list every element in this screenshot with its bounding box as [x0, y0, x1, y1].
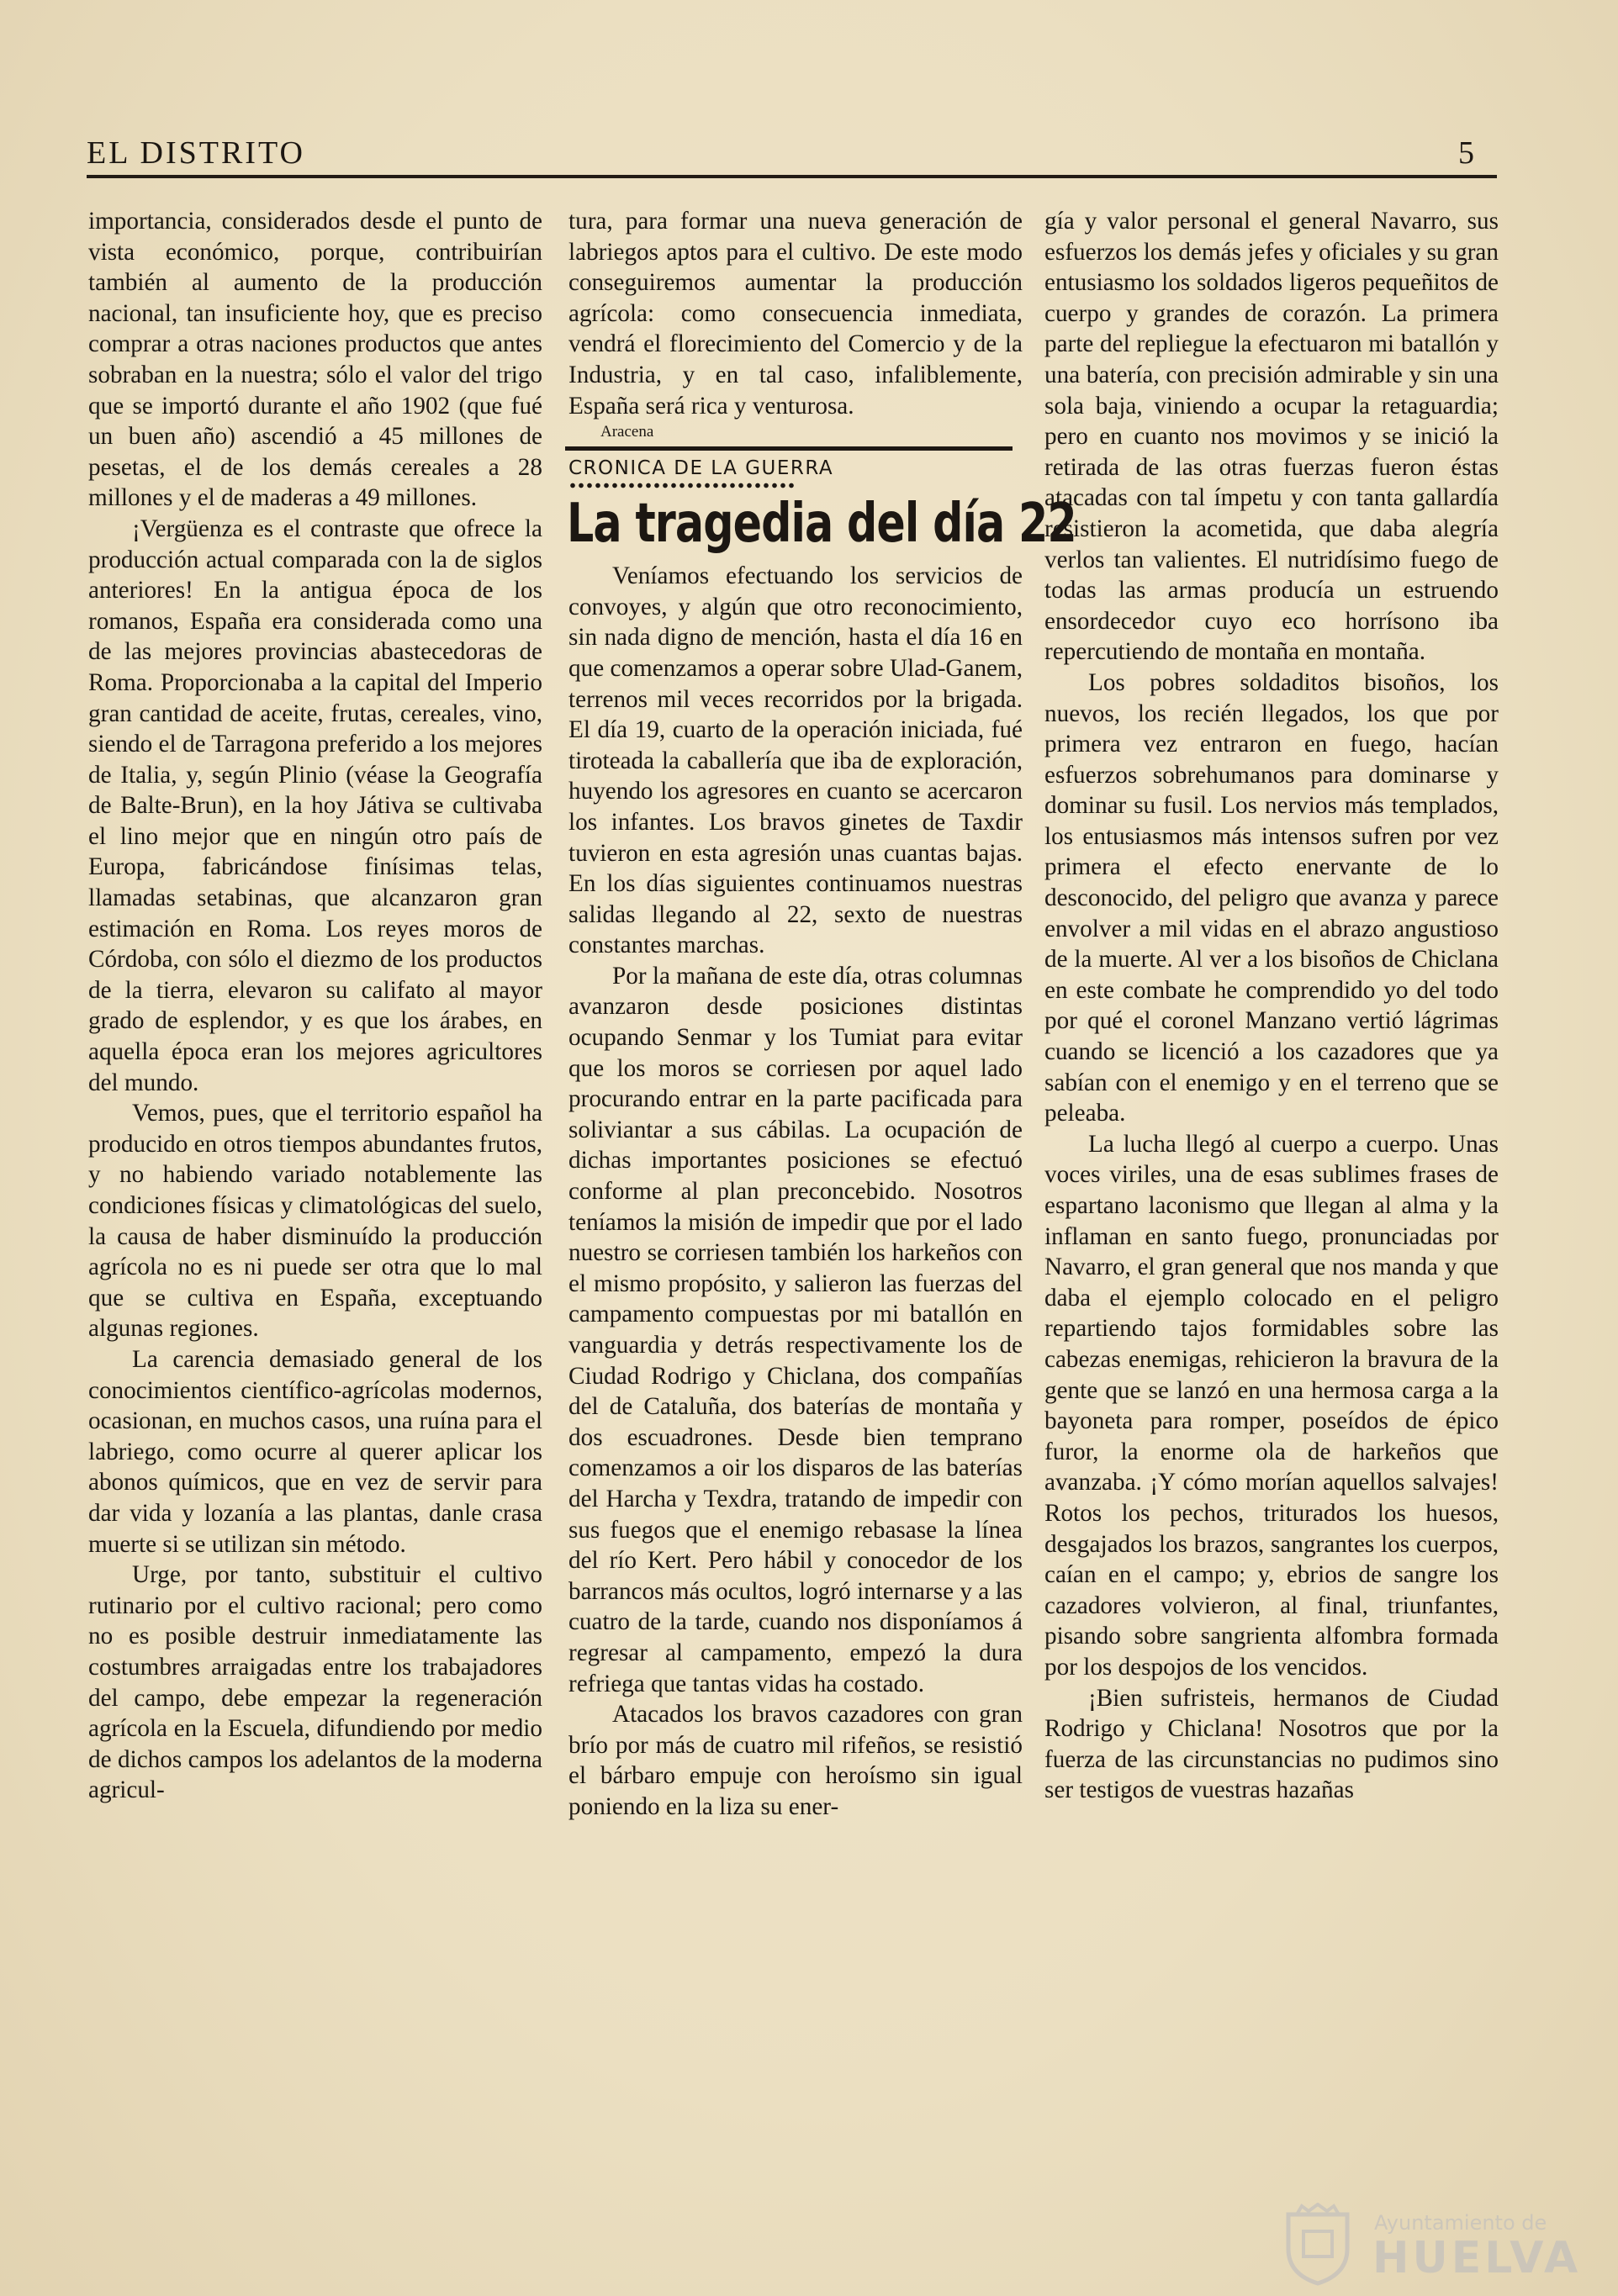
col1-paragraph-1: importancia, considerados desde el punto de vista económico, porque, contribuirían también al aumento de la producción nacional, tan insuficiente hoy, que es preciso comprar a otras naciones productos que antes sobraban en la nuestra; sólo el valor del trigo que se importó durante el año 1902 (que fué un buen año) ascendió a 45 millones de pesetas, el de los demás cereales a 28 millones y el de maderas a 49 millones.	[88, 208, 542, 512]
col3-paragraph-3: La lucha llegó al cuerpo a cuerpo. Unas voces viriles, una de esas sublimes frases de espartano laconismo que llegan al alma y la inflaman en santo fuego, pronunciadas por Navarro, el gran general que nos manda y que daba el ejemplo colocado en el peligro repartiendo tajos formidables sobre las cabezas enemigas, rehicieron la bravura de la gente que se lanzó en una hermosa carga a la bayoneta para romper, poseídos de épico furor, la enorme ola de harkeños que avanzaba. ¡Y cómo morían aquellos salvajes! Rotos los pechos, triturados los huesos, desgajados los brazos, sangrantes los cuerpos, caían en el campo; y, ebrios de sangre los cazadores volvieron, al final, triunfantes, pisando sobre sangrienta alfombra formada por los despojos de los vencidos.	[1044, 1130, 1499, 1681]
article-signature: Aracena	[600, 423, 654, 441]
col2-paragraph-3: Por la mañana de este día, otras columnas avanzaron desde posiciones distintas ocupando Senmar y los Tumiat para evitar que los moros se corriesen por aquel lado procurando entrar en la parte pacificada para soliviantar a sus cábilas. La ocupación de dichas importantes posiciones se efectuó conforme al plan preconcebido. Nosotros teníamos la misión de impedir que por el lado nuestro se corriesen también los harkeños con el mismo propósito, y salieron las fuerzas del campamento compuestas por mi batallón en vanguardia y detrás respectivamente los de Ciudad Rodrigo y Chiclana, dos compañías del de Cataluña, dos baterías de montaña y dos escuadrones. Desde bien temprano comenzamos a oir los disparos de las baterías del Harcha y Texdra, tratando de impedir con sus fuegos que el enemigo rebasase la línea del río Kert. Pero hábil y conocedor de los barrancos más ocultos, logró internarse y a las cuatro de la tarde, cuando nos disponíamos á regresar al campamento, empezó la dura refriega que tantas vidas ha costado.	[568, 962, 1023, 1697]
archive-watermark	[1280, 2203, 1582, 2287]
col1-paragraph-3: Vemos, pues, que el territorio español ha producido en otros tiempos abundantes frutos, y no habiendo variado notablemente las condiciones físicas y climatológicas del suelo, la causa de haber disminuído la producción agrícola no es ni puede ser otra que lo mal que se cultiva en España, exceptuando algunas regiones.	[88, 1100, 542, 1343]
watermark-line-1: Ayuntamiento de	[1374, 2211, 1547, 2235]
dotted-divider	[568, 483, 796, 488]
section-divider	[565, 446, 1013, 451]
column-1	[88, 206, 542, 1806]
masthead: EL DISTRITO	[87, 135, 305, 171]
header-rule	[87, 175, 1497, 178]
page-header	[87, 129, 1474, 175]
column-3	[1044, 206, 1499, 1806]
col2-paragraph-1: tura, para formar una nueva generación de labriegos aptos para el cultivo. De este modo conseguiremos aumentar la producción agrícola: como consecuencia inmediata, vendrá el florecimiento del Comercio y de la Industria, y en tal caso, infaliblemente, España será rica y venturosa.	[568, 208, 1023, 420]
col3-paragraph-2: Los pobres soldaditos bisoños, los nuevos, los recién llegados, los que por primera vez entraron en fuego, hacían esfuerzos sobrehumanos para dominarse y dominar su fusil. Los nervios más templados, los entusiasmos más intensos sufren por vez primera el efecto enervante de lo desconocido, del peligro que avanza y parece envolver a mil vidas en el abrazo angustioso de la muerte. Al ver a los bisoños de Chiclana en este combate he comprendido yo del todo por qué el coronel Manzano vertió lágrimas cuando se licenció a los cazadores que ya sabían con el enemigo y en el terreno que se peleaba.	[1044, 668, 1499, 1127]
col2-paragraph-4: Atacados los bravos cazadores con gran brío por más de cuatro mil rifeños, se resistió el bárbaro empuje con heroísmo sin igual poniendo en la liza su ener-	[568, 1701, 1023, 1820]
col1-paragraph-2: ¡Vergüenza es el contraste que ofrece la producción actual comparada con la de siglos anteriores! En la antigua época de los romanos, España era considerada como una de las mejores provincias abastecedoras de Roma. Proporcionaba a la capital del Imperio gran cantidad de aceite, frutas, cereales, vino, siendo el de Tarragona preferido a los mejores de Italia, y, según Plinio (véase la Geografía de Balte-Brun), en la hoy Játiva se cultivaba el lino mejor que en ningún otro país de Europa, fabricándose finísimas telas, llamadas setabinas, que alcanzaron gran estimación en Roma. Los reyes moros de Córdoba, con sólo el diezmo de los productos de la tierra, elevaron su califato al mayor grado de esplendor, y es que los árabes, en aquella época eran los mejores agricultores del mundo.	[88, 515, 542, 1096]
section-label: CRONICA DE LA GUERRA	[568, 457, 834, 480]
col1-paragraph-4: La carencia demasiado general de los conocimientos científico-agrícolas modernos, ocasionan, en muchos casos, una ruína para el labriego, como ocurre al querer aplicar los abonos químicos, que en vez de servir para dar vida y lozanía a las plantas, danle crasa muerte si se utilizan sin método.	[88, 1345, 542, 1558]
article-headline: La tragedia del día 22	[567, 493, 1076, 556]
watermark-line-2: HUELVA	[1372, 2233, 1582, 2283]
coat-of-arms-icon	[1280, 2203, 1356, 2287]
col1-paragraph-5: Urge, por tanto, substituir el cultivo rutinario por el cultivo racional; pero como no es posible destruir inmediatamente las costumbres arraigadas entre los trabajadores del campo, debe empezar la regeneración agrícola en la Escuela, difundiendo por medio de dichos campos los adelantos de la moderna agricul-	[88, 1561, 542, 1804]
col3-paragraph-1: gía y valor personal el general Navarro, sus esfuerzos los demás jefes y oficiales y su gran entusiasmo los soldados ligeros pequeñitos de cuerpo y grandes de corazón. La primera parte del repliegue la efectuaron mi batallón y una batería, con precisión admirable y sin una sola baja, viniendo a ocupar la retaguardia; pero en cuanto nos movimos y se inició la retirada de las otras fuerzas fueron éstas atacadas con tal ímpetu y con tanta gallardía resistieron la acometida, que daba alegría verlos tan valientes. El nutridísimo fuego de todas las armas producía un estruendo ensordecedor cuyo eco horrísono iba repercutiendo de montaña en montaña.	[1044, 208, 1499, 666]
col2-paragraph-2: Veníamos efectuando los servicios de convoyes, y algún que otro reconocimiento, sin nada digno de mención, hasta el día 16 en que comenzamos a operar sobre Ulad-Ganem, terrenos mil veces recorridos por la brigada. El día 19, cuarto de la operación iniciada, fué tiroteada la caballería que iba de exploración, huyendo los agresores en cuanto se acercaron los infantes. Los bravos ginetes de Taxdir tuvieron en esta agresión unas cuantas bajas. En los días siguientes continuamos nuestras salidas llegando al 22, sexto de nuestras constantes marchas.	[568, 562, 1023, 959]
column-2	[567, 206, 1076, 1823]
page-number: 5	[1458, 135, 1474, 171]
col3-paragraph-4: ¡Bien sufristeis, hermanos de Ciudad Rodrigo y Chiclana! Nosotros que por la fuerza de las circunstancias no pudimos sino ser testigos de vuestras hazañas	[1044, 1684, 1499, 1804]
